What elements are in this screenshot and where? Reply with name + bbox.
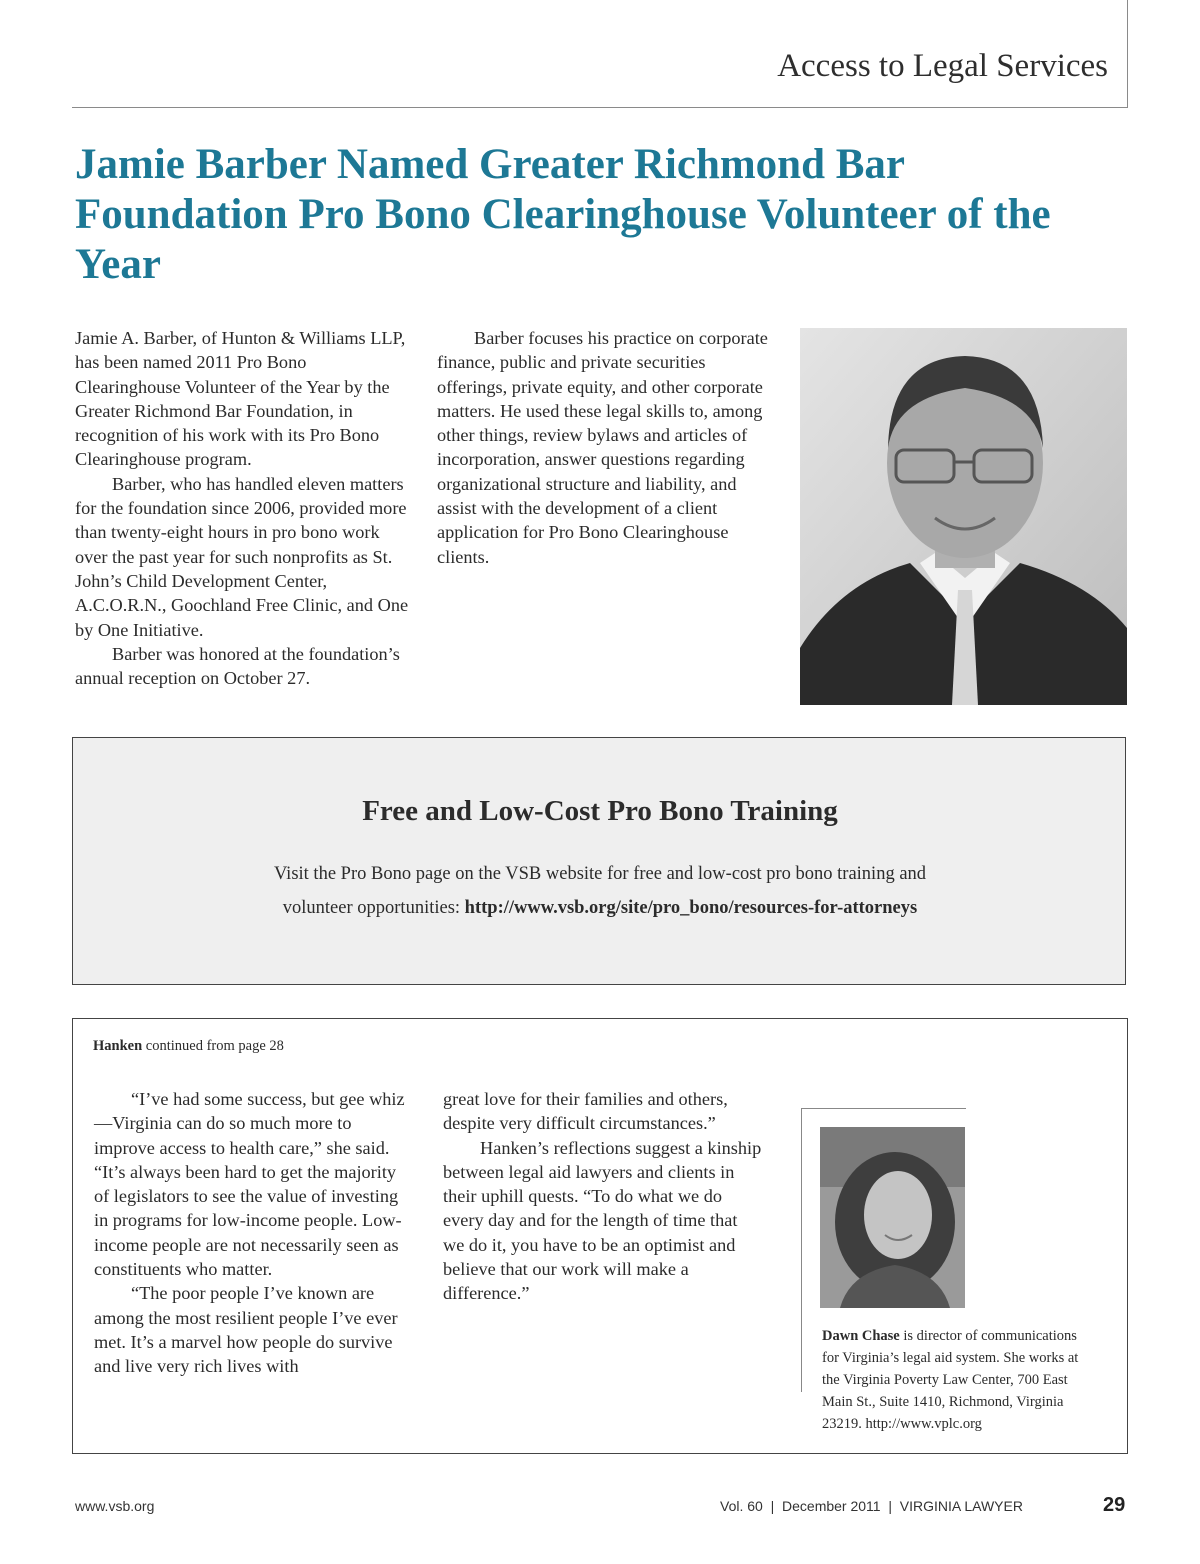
training-text-prefix: volunteer opportunities:	[282, 898, 465, 918]
hanken-paragraph: Hanken’s reflections suggest a kinship between legal aid lawyers and clients in their uphill quests. “To do what we do every day and for the length of time that we do it, you have to be an optimist and believe that our work will make a difference.”	[443, 1137, 762, 1304]
header-rule	[72, 107, 1128, 108]
training-text: Visit the Pro Bono page on the VSB website for free and low-cost pro bono training and	[273, 864, 927, 884]
portrait-photo-chase	[820, 1127, 965, 1308]
article-column-2	[437, 326, 777, 569]
bio-frame-left	[801, 1108, 802, 1392]
header-vertical-rule	[1127, 0, 1128, 108]
hanken-column-1	[94, 1087, 414, 1379]
article-paragraph: Barber focuses his practice on corporate finance, public and private securities offerings, private equity, and other corporate matters. He used these legal skills to, among other things, review bylaws and articles of incorporation, answer questions regarding organizational structure and liability, and assist with the development of a client application for Pro Bono Clearinghouse clients.	[437, 328, 768, 567]
hanken-paragraph: great love for their families and others, despite very difficult circumstances.”	[443, 1089, 728, 1134]
article-paragraph: Barber was honored at the foundation’s annual reception on October 27.	[75, 643, 400, 689]
portrait-photo-barber	[800, 328, 1127, 705]
bio-frame-top	[801, 1108, 966, 1109]
article-column-1	[75, 326, 415, 690]
bio-name: Dawn Chase	[822, 1328, 900, 1344]
continued-name: Hanken	[93, 1038, 143, 1054]
pro-bono-training-box	[72, 737, 1126, 985]
training-url-link[interactable]: http://www.vsb.org/site/pro_bono/resources-for-attorneys	[464, 898, 918, 918]
article-title: Jamie Barber Named Greater Richmond Bar Foundation Pro Bono Clearinghouse Volunteer of the Year	[75, 141, 1051, 288]
training-text-line-2	[0, 898, 1200, 919]
section-header: Access to Legal Services	[777, 48, 1108, 84]
page-number: 29	[1103, 1494, 1126, 1516]
footer-issue: Vol. 60 | December 2011 | VIRGINIA LAWYER	[720, 1498, 1023, 1514]
hanken-column-2	[443, 1087, 763, 1306]
continued-text: continued from page 28	[142, 1038, 284, 1054]
bio-text: is director of communications for Virginia’s legal aid system. She works at the Virginia Poverty Law Center, 700 East Main St., Suite 1410, Richmond, Virginia 23219. http://www.vplc.org	[822, 1328, 1079, 1432]
author-bio	[822, 1325, 1097, 1435]
article-paragraph: Jamie A. Barber, of Hunton & Williams LLP, has been named 2011 Pro Bono Clearinghouse Volunteer of the Year by the Greater Richmond Bar Foundation, in recognition of his work with its Pro Bono Clearinghouse program.	[75, 328, 406, 470]
footer-website[interactable]: www.vsb.org	[75, 1498, 155, 1514]
article-paragraph: Barber, who has handled eleven matters for the foundation since 2006, provided more than twenty-eight hours in pro bono work over the past year for such nonprofits as St. John’s Child Development Center, A.C.O.R.N., Goochland Free Clinic, and One by One Initiative.	[75, 473, 409, 640]
training-title: Free and Low-Cost Pro Bono Training	[362, 795, 838, 827]
continued-note	[93, 1038, 284, 1055]
hanken-paragraph: “The poor people I’ve known are among the most resilient people I’ve ever met. It’s a marvel how people do survive and live very rich lives with	[94, 1283, 398, 1377]
hanken-paragraph: “I’ve had some success, but gee whiz —Virginia can do so much more to improve access to health care,” she said. “It’s always been hard to get the majority of legislators to see the value of investing in programs for low-income people. Low-income people are not necessarily seen as constituents who matter.	[94, 1089, 405, 1280]
